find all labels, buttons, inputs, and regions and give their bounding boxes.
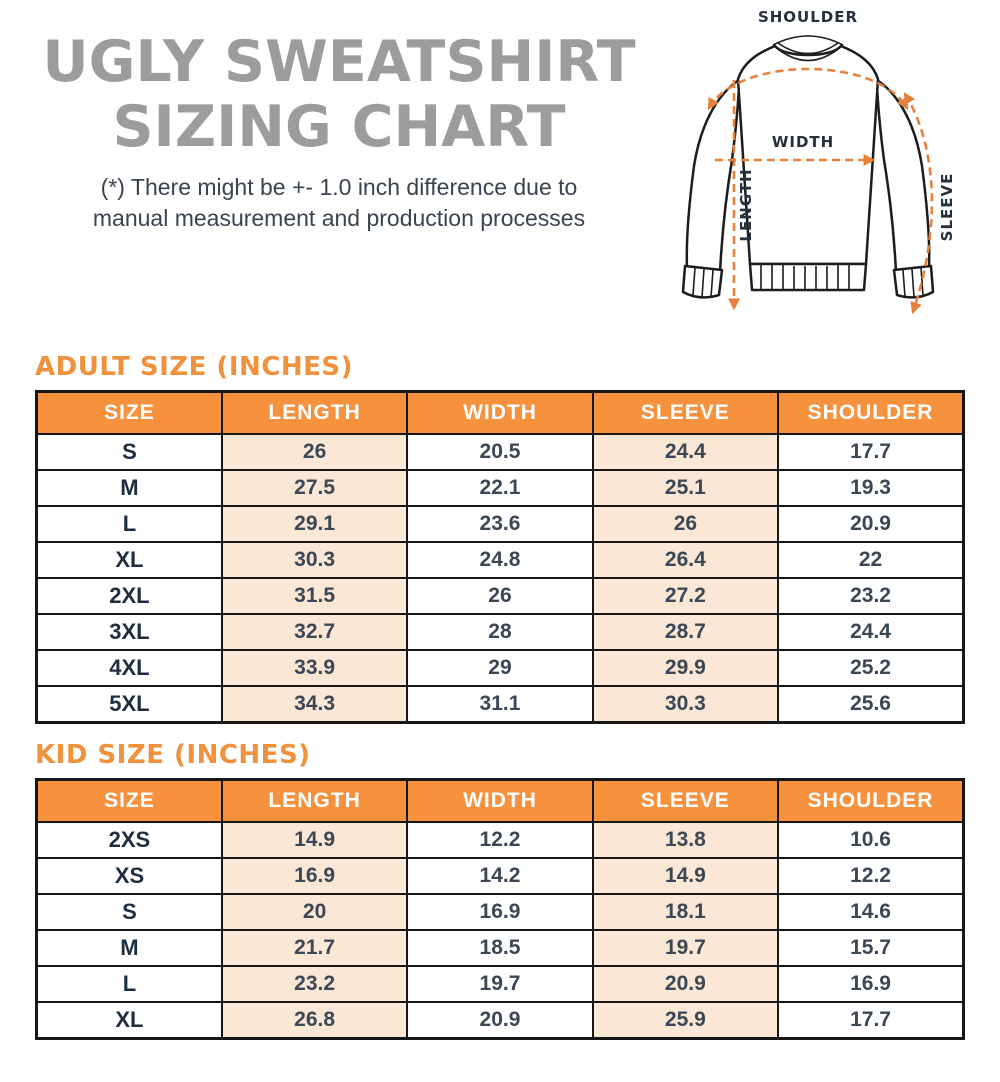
table-row — [37, 858, 964, 894]
measurement-cell: 26 — [407, 578, 592, 614]
measurement-cell: 30.3 — [593, 686, 778, 723]
length-label: LENGTH — [737, 168, 755, 242]
size-cell: XS — [37, 858, 222, 894]
measurement-cell: 25.1 — [593, 470, 778, 506]
table-row — [37, 650, 964, 686]
measurement-cell: 23.2 — [778, 578, 963, 614]
column-header: WIDTH — [407, 780, 592, 823]
size-cell: L — [37, 966, 222, 1002]
measurement-cell: 23.6 — [407, 506, 592, 542]
measurement-cell: 14.6 — [778, 894, 963, 930]
size-cell: 2XL — [37, 578, 222, 614]
measurement-cell: 10.6 — [778, 822, 963, 858]
disclaimer-line2: manual measurement and production processes — [92, 205, 586, 231]
size-cell: S — [37, 894, 222, 930]
measurement-cell: 29.1 — [222, 506, 407, 542]
sweatshirt-measurement-diagram — [643, 0, 965, 340]
measurement-cell: 14.9 — [593, 858, 778, 894]
title-block — [35, 0, 643, 234]
size-cell: 5XL — [37, 686, 222, 723]
measurement-cell: 24.4 — [778, 614, 963, 650]
column-header: SHOULDER — [778, 392, 963, 435]
size-cell: L — [37, 506, 222, 542]
table-row — [37, 1002, 964, 1039]
page-title-line1: UGLY SWEATSHIRT — [42, 29, 636, 95]
table-row — [37, 822, 964, 858]
table-row — [37, 930, 964, 966]
sleeve-label: SLEEVE — [938, 172, 956, 242]
size-cell: S — [37, 434, 222, 470]
measurement-cell: 30.3 — [222, 542, 407, 578]
page-title-line2: SIZING CHART — [112, 94, 566, 160]
measurement-cell: 20.9 — [407, 1002, 592, 1039]
table-row — [37, 614, 964, 650]
measurement-cell: 33.9 — [222, 650, 407, 686]
disclaimer-line1: (*) There might be +- 1.0 inch difference due to — [100, 174, 578, 200]
column-header: LENGTH — [222, 392, 407, 435]
left-sleeve — [687, 80, 739, 272]
measurement-cell: 20.9 — [593, 966, 778, 1002]
column-header: SLEEVE — [593, 392, 778, 435]
adult-size-table — [35, 390, 965, 724]
measurement-cell: 24.8 — [407, 542, 592, 578]
column-header: LENGTH — [222, 780, 407, 823]
size-cell: 3XL — [37, 614, 222, 650]
measurement-cell: 16.9 — [222, 858, 407, 894]
column-header: SLEEVE — [593, 780, 778, 823]
measurement-cell: 26 — [222, 434, 407, 470]
measurement-cell: 17.7 — [778, 434, 963, 470]
measurement-cell: 18.1 — [593, 894, 778, 930]
measurement-cell: 14.9 — [222, 822, 407, 858]
measurement-cell: 20.5 — [407, 434, 592, 470]
size-cell: 2XS — [37, 822, 222, 858]
measurement-cell: 26 — [593, 506, 778, 542]
measurement-cell: 12.2 — [778, 858, 963, 894]
column-header: SHOULDER — [778, 780, 963, 823]
measurement-cell: 12.2 — [407, 822, 592, 858]
diagram-block — [643, 0, 965, 345]
measurement-cell: 32.7 — [222, 614, 407, 650]
right-sleeve — [877, 80, 929, 272]
measurement-cell: 15.7 — [778, 930, 963, 966]
measurement-cell: 27.2 — [593, 578, 778, 614]
measurement-cell: 19.3 — [778, 470, 963, 506]
measurement-cell: 28.7 — [593, 614, 778, 650]
size-cell: 4XL — [37, 650, 222, 686]
adult-size-heading: ADULT SIZE (INCHES) — [35, 352, 353, 382]
measurement-cell: 17.7 — [778, 1002, 963, 1039]
table-header-row — [37, 392, 964, 435]
measurement-cell: 26.8 — [222, 1002, 407, 1039]
column-header: SIZE — [37, 392, 222, 435]
table-header-row — [37, 780, 964, 823]
measurement-cell: 19.7 — [407, 966, 592, 1002]
size-cell: M — [37, 470, 222, 506]
measurement-cell: 16.9 — [407, 894, 592, 930]
measurement-cell: 24.4 — [593, 434, 778, 470]
measurement-cell: 18.5 — [407, 930, 592, 966]
measurement-cell: 25.9 — [593, 1002, 778, 1039]
measurement-cell: 14.2 — [407, 858, 592, 894]
measurement-cell: 22.1 — [407, 470, 592, 506]
measurement-cell: 29.9 — [593, 650, 778, 686]
sweatshirt-body — [738, 46, 878, 264]
measurement-cell: 20.9 — [778, 506, 963, 542]
table-row — [37, 966, 964, 1002]
measurement-cell: 25.6 — [778, 686, 963, 723]
measurement-cell: 23.2 — [222, 966, 407, 1002]
measurement-cell: 34.3 — [222, 686, 407, 723]
kid-size-table — [35, 778, 965, 1040]
table-row — [37, 434, 964, 470]
column-header: WIDTH — [407, 392, 592, 435]
measurement-cell: 27.5 — [222, 470, 407, 506]
shoulder-label: SHOULDER — [757, 8, 859, 26]
measurement-cell: 25.2 — [778, 650, 963, 686]
measurement-cell: 19.7 — [593, 930, 778, 966]
measurement-cell: 20 — [222, 894, 407, 930]
table-row — [37, 542, 964, 578]
page-title — [35, 30, 643, 160]
size-cell: XL — [37, 542, 222, 578]
table-row — [37, 506, 964, 542]
table-row — [37, 686, 964, 723]
measurement-cell: 31.5 — [222, 578, 407, 614]
size-cell: XL — [37, 1002, 222, 1039]
measurement-cell: 13.8 — [593, 822, 778, 858]
header-section — [35, 0, 965, 348]
measurement-cell: 16.9 — [778, 966, 963, 1002]
kid-table-body — [37, 822, 964, 1039]
kid-size-heading: KID SIZE (INCHES) — [35, 740, 311, 770]
measurement-cell: 21.7 — [222, 930, 407, 966]
disclaimer-text — [35, 172, 643, 234]
measurement-cell: 28 — [407, 614, 592, 650]
measurement-cell: 29 — [407, 650, 592, 686]
width-label: WIDTH — [771, 133, 835, 151]
measurement-cell: 31.1 — [407, 686, 592, 723]
table-row — [37, 578, 964, 614]
measurement-cell: 22 — [778, 542, 963, 578]
size-cell: M — [37, 930, 222, 966]
measurement-cell: 26.4 — [593, 542, 778, 578]
table-row — [37, 470, 964, 506]
adult-table-body — [37, 434, 964, 723]
column-header: SIZE — [37, 780, 222, 823]
table-row — [37, 894, 964, 930]
